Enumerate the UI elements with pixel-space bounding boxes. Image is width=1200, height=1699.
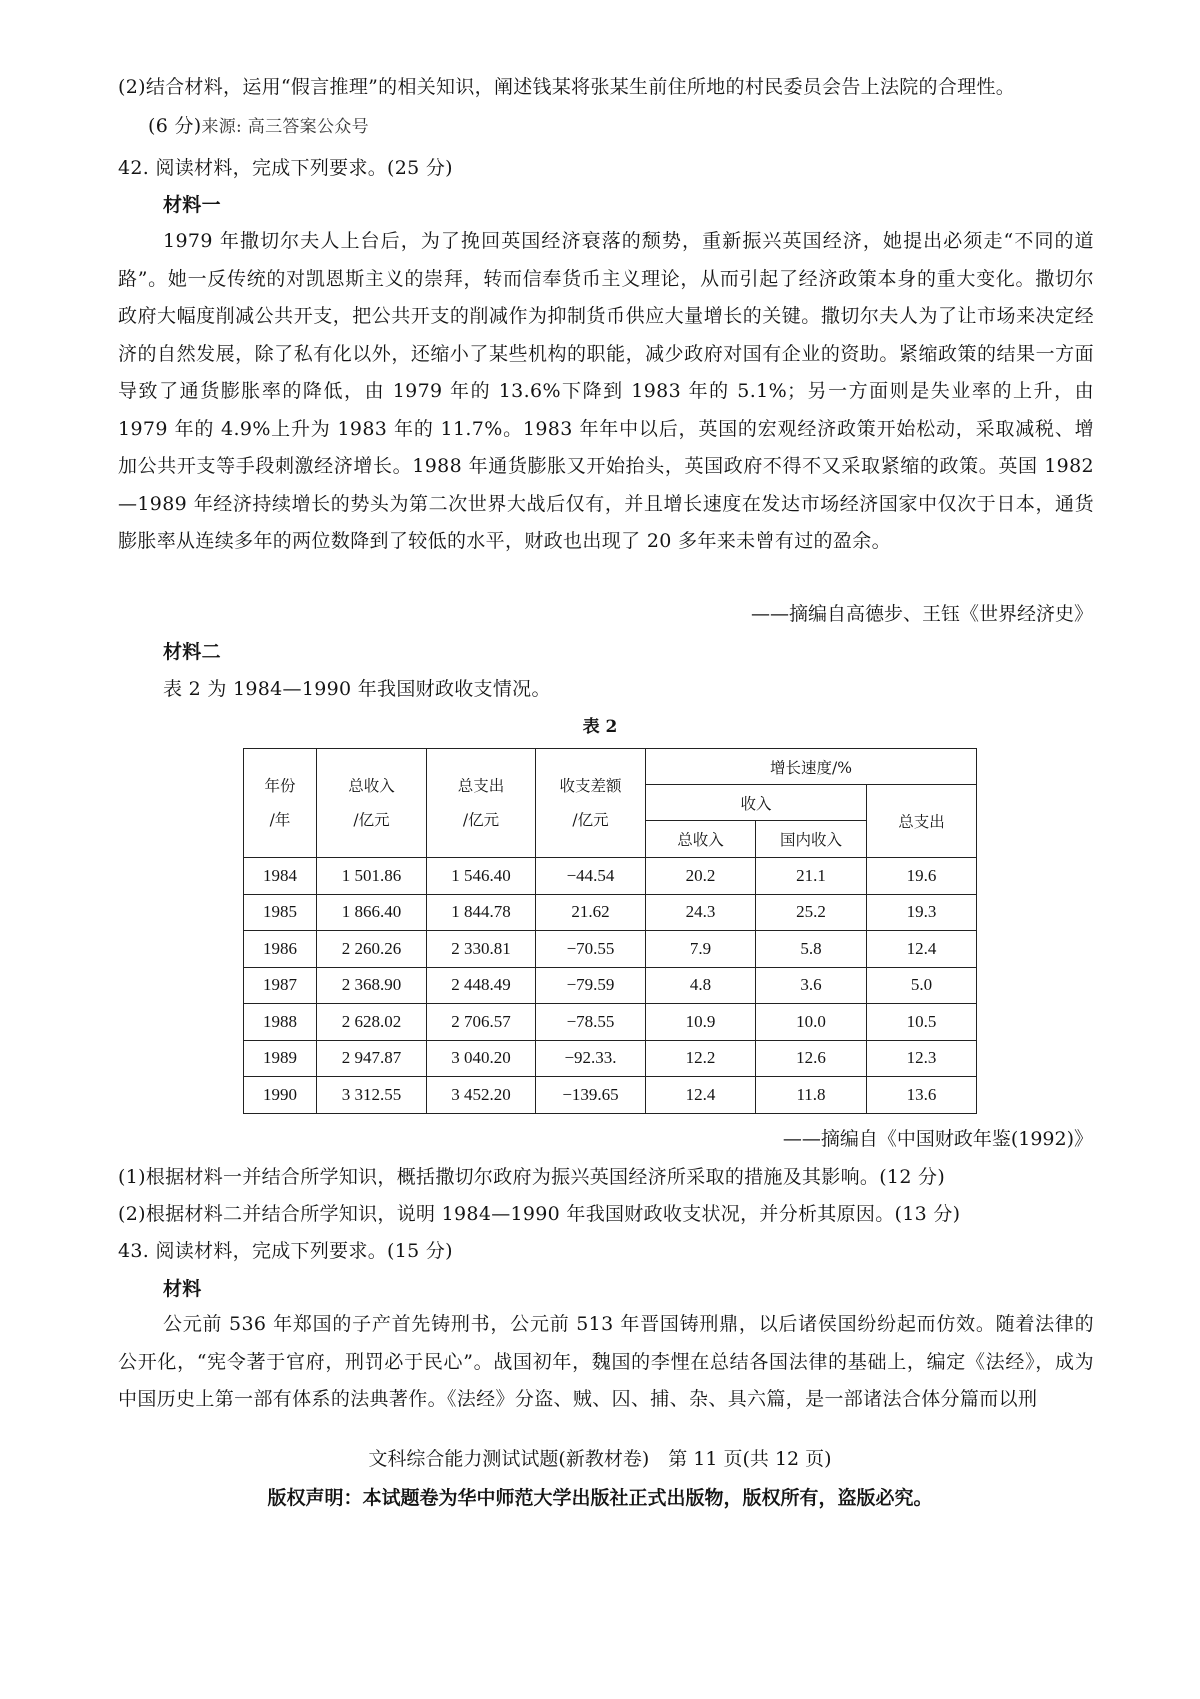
cell-total-expense: 1 546.40 bbox=[427, 858, 536, 895]
cell-growth-total-expense: 13.6 bbox=[867, 1077, 977, 1114]
col-header-total-expense: 总支出 /亿元 bbox=[427, 749, 536, 858]
q41-source-note: 来源: 高三答案公众号 bbox=[201, 117, 369, 137]
cell-growth-total-expense: 12.3 bbox=[867, 1040, 977, 1077]
fiscal-table bbox=[243, 748, 977, 1114]
q41-part2-score: (6 分) bbox=[148, 115, 202, 137]
table-row bbox=[244, 1077, 977, 1114]
q42-title: 42. 阅读材料，完成下列要求。(25 分) bbox=[118, 157, 453, 179]
cell-year: 1986 bbox=[244, 931, 317, 968]
cell-year: 1989 bbox=[244, 1040, 317, 1077]
table-row bbox=[244, 894, 977, 931]
footer-copyright: 版权声明：本试题卷为华中师范大学出版社正式出版物，版权所有，盗版必究。 bbox=[267, 1487, 933, 1509]
table-row bbox=[244, 967, 977, 1004]
cell-growth-total-expense: 12.4 bbox=[867, 931, 977, 968]
col-header-revenue: 收入 bbox=[646, 785, 867, 821]
cell-total-income: 2 947.87 bbox=[317, 1040, 427, 1077]
cell-growth-total-income: 20.2 bbox=[646, 858, 756, 895]
col-header-growth-domestic-income: 国内收入 bbox=[756, 821, 867, 858]
q42-material2-label: 材料二 bbox=[163, 641, 221, 663]
cell-year: 1988 bbox=[244, 1004, 317, 1041]
cell-growth-total-expense: 19.3 bbox=[867, 894, 977, 931]
cell-total-expense: 2 330.81 bbox=[427, 931, 536, 968]
col-header-growth-rate: 增长速度/% bbox=[646, 749, 977, 785]
cell-growth-total-expense: 19.6 bbox=[867, 858, 977, 895]
cell-total-income: 2 628.02 bbox=[317, 1004, 427, 1041]
cell-total-expense: 3 040.20 bbox=[427, 1040, 536, 1077]
col-header-growth-total-income: 总收入 bbox=[646, 821, 756, 858]
cell-balance: −92.33. bbox=[536, 1040, 646, 1077]
cell-total-expense: 2 706.57 bbox=[427, 1004, 536, 1041]
cell-year: 1984 bbox=[244, 858, 317, 895]
cell-growth-domestic-income: 25.2 bbox=[756, 894, 867, 931]
col-header-balance: 收支差额 /亿元 bbox=[536, 749, 646, 858]
cell-balance: 21.62 bbox=[536, 894, 646, 931]
cell-year: 1987 bbox=[244, 967, 317, 1004]
q42-material1-label: 材料一 bbox=[163, 194, 221, 216]
q42-question2: (2)根据材料二并结合所学知识，说明 1984—1990 年我国财政收支状况，并分析其原因。(13 分) bbox=[118, 1203, 961, 1225]
col-header-growth-total-expense: 总支出 bbox=[867, 785, 977, 858]
cell-growth-domestic-income: 12.6 bbox=[756, 1040, 867, 1077]
cell-total-expense: 1 844.78 bbox=[427, 894, 536, 931]
cell-total-expense: 3 452.20 bbox=[427, 1077, 536, 1114]
q43-title: 43. 阅读材料，完成下列要求。(15 分) bbox=[118, 1240, 453, 1262]
q43-material-label: 材料 bbox=[163, 1278, 202, 1300]
cell-balance: −139.65 bbox=[536, 1077, 646, 1114]
cell-total-income: 2 368.90 bbox=[317, 967, 427, 1004]
q43-material-text: 公元前 536 年郑国的子产首先铸刑书，公元前 513 年晋国铸刑鼎，以后诸侯国纷纷起而仿效。随着法律的公开化，“宪令著于官府，刑罚必于民心”。战国初年，魏国的李悝在总结各国法律的基础上，编定《法经》，成为中国历史上第一部有体系的法典著作。《法经》分盗、贼、囚、捕、杂、具六篇，是一部诸法合体分篇而以刑 bbox=[118, 1313, 1094, 1410]
cell-balance: −78.55 bbox=[536, 1004, 646, 1041]
cell-year: 1990 bbox=[244, 1077, 317, 1114]
fiscal-table-body bbox=[244, 858, 977, 1114]
cell-growth-total-expense: 5.0 bbox=[867, 967, 977, 1004]
cell-growth-domestic-income: 5.8 bbox=[756, 931, 867, 968]
table-row bbox=[244, 858, 977, 895]
cell-balance: −70.55 bbox=[536, 931, 646, 968]
q42-material1-text: 1979 年撒切尔夫人上台后，为了挽回英国经济衰落的颓势，重新振兴英国经济，她提出必须走“不同的道路”。她一反传统的对凯恩斯主义的崇拜，转而信奉货币主义理论，从而引起了经济政策本身的重大变化。撒切尔政府大幅度削减公共开支，把公共开支的削减作为抑制货币供应大量增长的关键。撒切尔夫人为了让市场来决定经济的自然发展，除了私有化以外，还缩小了某些机构的职能，减少政府对国有企业的资助。紧缩政策的结果一方面导致了通货膨胀率的降低，由 1979 年的 13.6%下降到 1983 年的 5.1%；另一方面则是失业率的上升，由 1979 年的 4.9%上升为 1983 年的 11.7%。1983 年年中以后，英国的宏观经济政策开始松动，采取减税、增加公共开支等手段刺激经济增长。1988 年通货膨胀又开始抬头，英国政府不得不又采取紧缩的政策。英国 1982—1989 年经济持续增长的势头为第二次世界大战后仅有，并且增长速度在发达市场经济国家中仅次于日本，通货膨胀率从连续多年的两位数降到了较低的水平，财政也出现了 20 多年来未曾有过的盈余。 bbox=[118, 230, 1094, 552]
cell-growth-total-income: 12.4 bbox=[646, 1077, 756, 1114]
cell-total-income: 1 866.40 bbox=[317, 894, 427, 931]
q42-material1-source: ——摘编自高德步、王钰《世界经济史》 bbox=[750, 603, 1093, 625]
cell-growth-total-income: 7.9 bbox=[646, 931, 756, 968]
cell-growth-total-income: 12.2 bbox=[646, 1040, 756, 1077]
q42-question1: (1)根据材料一并结合所学知识，概括撒切尔政府为振兴英国经济所采取的措施及其影响。(12 分) bbox=[118, 1166, 946, 1188]
cell-growth-domestic-income: 10.0 bbox=[756, 1004, 867, 1041]
q42-material2-intro: 表 2 为 1984—1990 年我国财政收支情况。 bbox=[163, 678, 551, 700]
table-row bbox=[244, 1004, 977, 1041]
cell-growth-total-income: 10.9 bbox=[646, 1004, 756, 1041]
q42-material2-source: ——摘编自《中国财政年鉴(1992)》 bbox=[782, 1128, 1093, 1150]
table-caption: 表 2 bbox=[582, 717, 618, 737]
cell-balance: −44.54 bbox=[536, 858, 646, 895]
cell-growth-domestic-income: 3.6 bbox=[756, 967, 867, 1004]
table-row bbox=[244, 931, 977, 968]
cell-growth-domestic-income: 21.1 bbox=[756, 858, 867, 895]
cell-growth-total-income: 24.3 bbox=[646, 894, 756, 931]
q41-part2-line1: (2)结合材料，运用“假言推理”的相关知识，阐述钱某将张某生前住所地的村民委员会告上法院的合理性。 bbox=[118, 76, 1016, 98]
cell-total-income: 2 260.26 bbox=[317, 931, 427, 968]
cell-total-income: 3 312.55 bbox=[317, 1077, 427, 1114]
col-header-total-income: 总收入 /亿元 bbox=[317, 749, 427, 858]
footer-page-info: 文科综合能力测试试题(新教材卷) 第 11 页(共 12 页) bbox=[368, 1448, 832, 1470]
table-row bbox=[244, 1040, 977, 1077]
cell-growth-domestic-income: 11.8 bbox=[756, 1077, 867, 1114]
col-header-year: 年份 /年 bbox=[244, 749, 317, 858]
q41-part2-line2 bbox=[148, 113, 369, 140]
cell-growth-total-income: 4.8 bbox=[646, 967, 756, 1004]
cell-total-income: 1 501.86 bbox=[317, 858, 427, 895]
cell-total-expense: 2 448.49 bbox=[427, 967, 536, 1004]
cell-growth-total-expense: 10.5 bbox=[867, 1004, 977, 1041]
cell-year: 1985 bbox=[244, 894, 317, 931]
cell-balance: −79.59 bbox=[536, 967, 646, 1004]
